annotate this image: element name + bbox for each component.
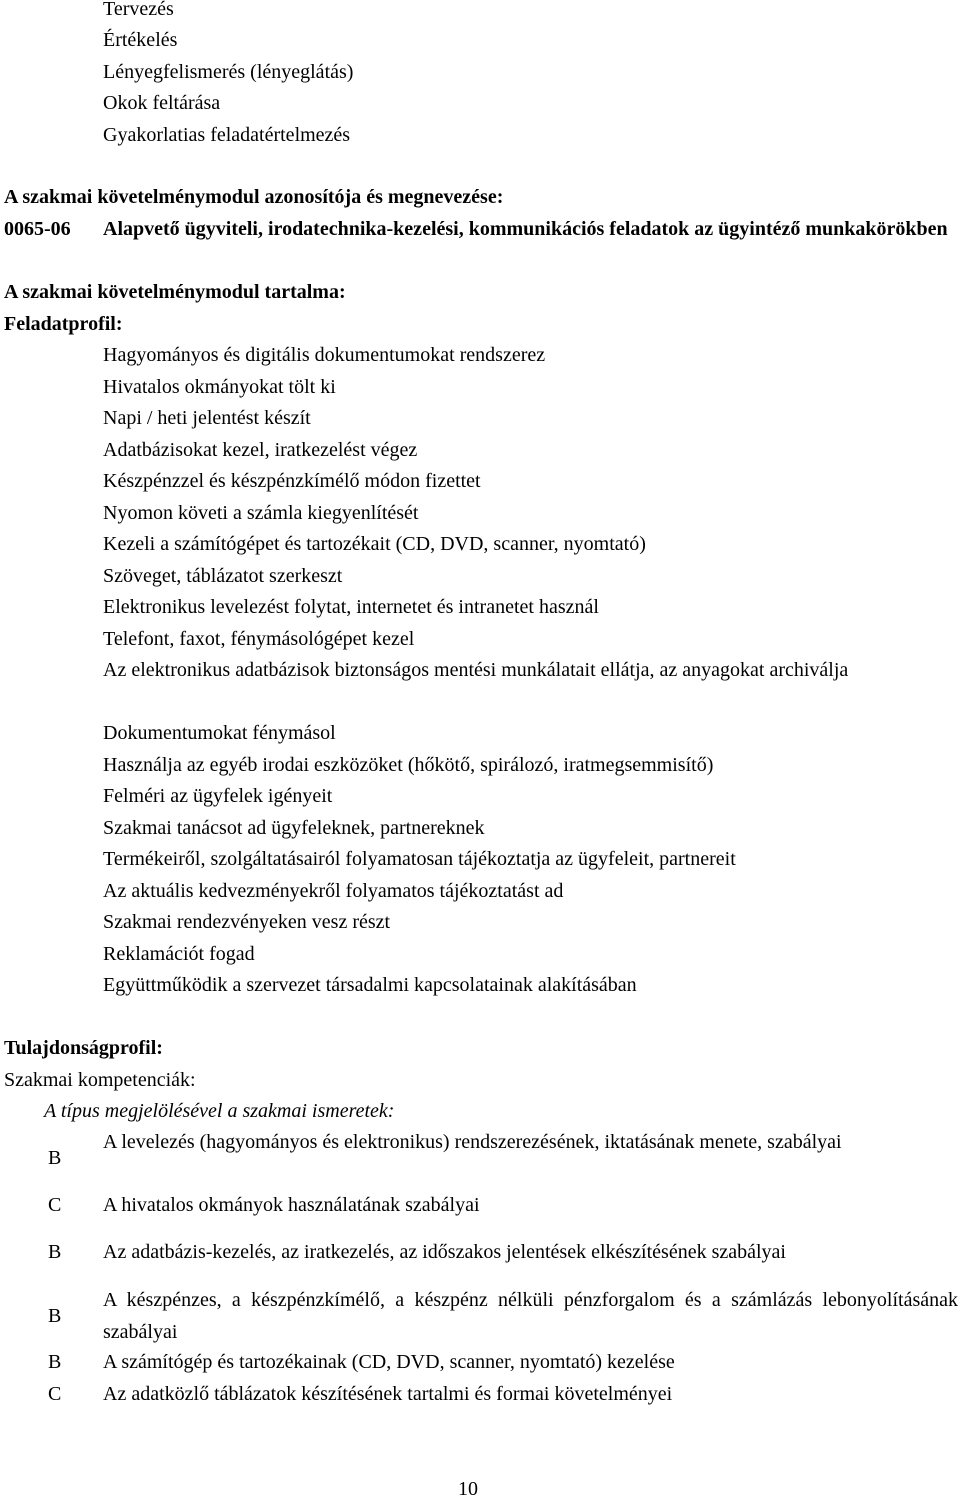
knowledge-row (0, 1190, 960, 1222)
knowledge-row (0, 1285, 960, 1348)
competences-label: Szakmai kompetenciák: (4, 1069, 196, 1091)
knowledge-heading: A típus megjelölésével a szakmai ismeretek: (44, 1100, 395, 1122)
knowledge-text: Az adatközlő táblázatok készítésének tartalmi és formai követelményei (103, 1383, 673, 1405)
list-item: Okok feltárása (103, 92, 221, 114)
knowledge-type: B (48, 1241, 62, 1263)
knowledge-text: A készpénzes, a készpénzkímélő, a készpénz nélküli pénzforgalom és a számlázás lebonyolításának szabályai (103, 1289, 958, 1343)
task-item: Az elektronikus adatbázisok biztonságos mentési munkálatait ellátja, az anyagokat archiválja (103, 659, 849, 681)
task-item: Dokumentumokat fénymásol (103, 722, 336, 744)
knowledge-text: Az adatbázis-kezelés, az iratkezelés, az időszakos jelentések elkészítésének szabályai (103, 1241, 786, 1263)
knowledge-type: B (48, 1147, 62, 1169)
task-item: Szakmai tanácsot ad ügyfeleknek, partnereknek (103, 817, 485, 839)
task-item: Készpénzzel és készpénzkímélő módon fizettet (103, 470, 481, 492)
knowledge-text: A hivatalos okmányok használatának szabályai (103, 1194, 480, 1216)
list-item: Lényegfelismerés (lényeglátás) (103, 61, 354, 83)
task-profile-heading: Feladatprofil: (4, 313, 123, 335)
property-profile-heading: Tulajdonságprofil: (4, 1037, 163, 1059)
knowledge-type: C (48, 1194, 62, 1216)
task-item: Hivatalos okmányokat tölt ki (103, 376, 336, 398)
module-content-heading: A szakmai követelménymodul tartalma: (4, 281, 346, 303)
task-item: Együttműködik a szervezet társadalmi kapcsolatainak alakításában (103, 974, 637, 996)
task-item: Nyomon követi a számla kiegyenlítését (103, 502, 419, 524)
task-item: Reklamációt fogad (103, 943, 255, 965)
task-item: Adatbázisokat kezel, iratkezelést végez (103, 439, 418, 461)
page-number: 10 (458, 1478, 478, 1500)
knowledge-text: A számítógép és tartozékainak (CD, DVD, scanner, nyomtató) kezelése (103, 1351, 675, 1373)
task-item: Termékeiről, szolgáltatásairól folyamatosan tájékoztatja az ügyfeleit, partnereit (103, 848, 736, 870)
task-item: Elektronikus levelezést folytat, internetet és intranetet használ (103, 596, 599, 618)
module-id-heading: A szakmai követelménymodul azonosítója és megnevezése: (4, 186, 504, 208)
list-item: Gyakorlatias feladatértelmezés (103, 124, 351, 146)
task-item: Használja az egyéb irodai eszközöket (hőkötő, spirálozó, iratmegsemmisítő) (103, 754, 714, 776)
task-item: Hagyományos és digitális dokumentumokat rendszerez (103, 344, 546, 366)
knowledge-row (0, 1237, 960, 1269)
list-item: Értékelés (103, 29, 178, 51)
knowledge-type: B (48, 1351, 62, 1373)
knowledge-type: B (48, 1305, 62, 1327)
knowledge-row (0, 1379, 960, 1411)
task-item: Napi / heti jelentést készít (103, 407, 311, 429)
knowledge-row (0, 1347, 960, 1379)
module-name: Alapvető ügyviteli, irodatechnika-kezelési, kommunikációs feladatok az ügyintéző munkakörökben (103, 218, 948, 240)
knowledge-row (0, 1127, 960, 1190)
task-item: Felméri az ügyfelek igényeit (103, 785, 333, 807)
knowledge-type: C (48, 1383, 62, 1405)
list-item: Tervezés (103, 0, 174, 20)
task-item: Szöveget, táblázatot szerkeszt (103, 565, 343, 587)
module-code: 0065-06 (4, 218, 71, 240)
task-item: Telefont, faxot, fénymásológépet kezel (103, 628, 415, 650)
task-item: Az aktuális kedvezményekről folyamatos tájékoztatást ad (103, 880, 564, 902)
task-item: Szakmai rendezvényeken vesz részt (103, 911, 391, 933)
task-item: Kezeli a számítógépet és tartozékait (CD, DVD, scanner, nyomtató) (103, 533, 646, 555)
knowledge-text: A levelezés (hagyományos és elektronikus) rendszerezésének, iktatásának menete, szabályai (103, 1131, 842, 1153)
